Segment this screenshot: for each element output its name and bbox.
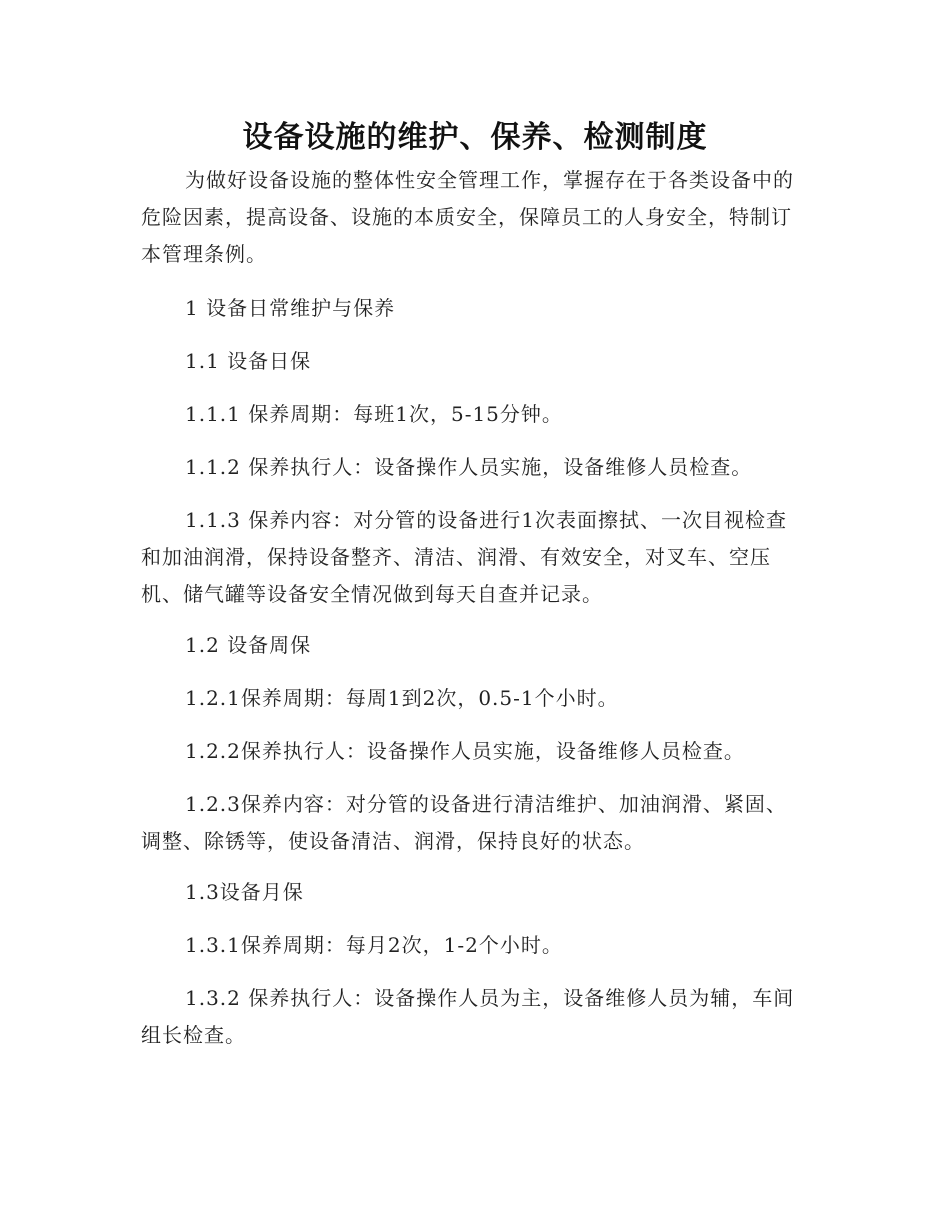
paragraph-1-3-2: 1.3.2 保养执行人：设备操作人员为主，设备维修人员为辅，车间组长检查。 bbox=[141, 986, 795, 1047]
section-heading-1-1: 1.1 设备日保 bbox=[185, 349, 312, 373]
paragraph-1-3-1: 1.3.1保养周期：每月2次，1-2个小时。 bbox=[185, 933, 563, 957]
section-heading-1-3: 1.3设备月保 bbox=[185, 880, 304, 904]
paragraph-intro: 为做好设备设施的整体性安全管理工作，掌握存在于各类设备中的危险因素，提高设备、设施的本质安全，保障员工的人身安全，特制订本管理条例。 bbox=[141, 168, 794, 266]
paragraph-1-1-2: 1.1.2 保养执行人：设备操作人员实施，设备维修人员检查。 bbox=[185, 455, 753, 479]
section-heading-1-2: 1.2 设备周保 bbox=[185, 633, 312, 657]
paragraph-1-2-3: 1.2.3保养内容：对分管的设备进行清洁维护、加油润滑、紧固、调整、除锈等，使设备清洁、润滑，保持良好的状态。 bbox=[141, 792, 787, 853]
page-title: 设备设施的维护、保养、检测制度 bbox=[242, 120, 708, 155]
paragraph-1-2-2: 1.2.2保养执行人：设备操作人员实施，设备维修人员检查。 bbox=[185, 739, 745, 763]
paragraph-1-1-3: 1.1.3 保养内容：对分管的设备进行1次表面擦拭、一次目视检查和加油润滑，保持设备整齐、清洁、润滑、有效安全，对叉车、空压机、储气罐等设备安全情况做到每天自查并记录。 bbox=[141, 508, 787, 606]
section-heading-1: 1 设备日常维护与保养 bbox=[185, 296, 396, 320]
paragraph-1-1-1: 1.1.1 保养周期：每班1次，5-15分钟。 bbox=[185, 402, 563, 426]
paragraph-1-2-1: 1.2.1保养周期：每周1到2次，0.5-1个小时。 bbox=[185, 686, 619, 710]
